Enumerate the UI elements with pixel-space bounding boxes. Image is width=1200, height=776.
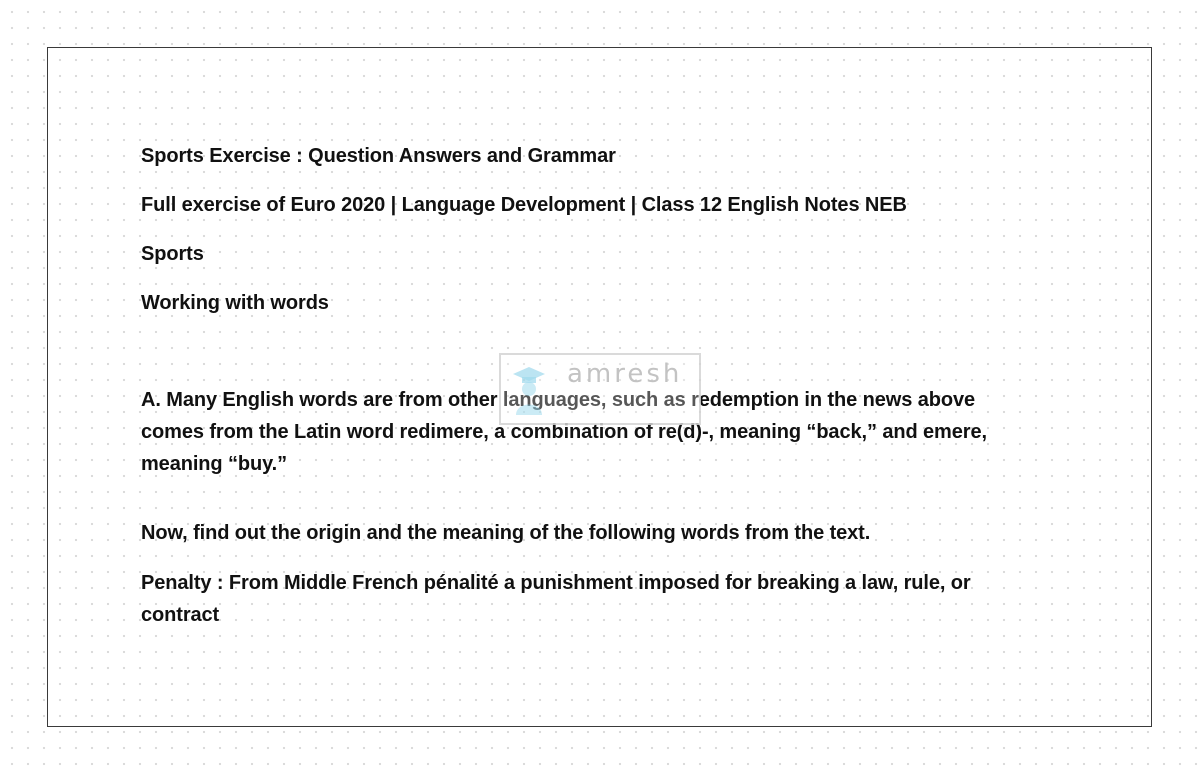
paragraph-a: A. Many English words are from other languages, such as redemption in the news above comes from the Latin word redimere, a combination of re(d)-, meaning “back,” and emere, meaning “buy.”	[141, 389, 987, 475]
watermark	[499, 353, 701, 425]
watermark-text: amresh	[567, 359, 683, 389]
subsection-heading: Working with words	[141, 292, 329, 314]
instruction-text: Now, find out the origin and the meaning of the following words from the text.	[141, 522, 871, 544]
graduate-icon	[511, 363, 547, 417]
section-heading: Sports	[141, 243, 204, 265]
document-title: Sports Exercise : Question Answers and Grammar	[141, 145, 616, 167]
document-subtitle: Full exercise of Euro 2020 | Language Development | Class 12 English Notes NEB	[141, 194, 907, 216]
penalty-definition: Penalty : From Middle French pénalité a punishment imposed for breaking a law, rule, or contract	[141, 572, 971, 626]
